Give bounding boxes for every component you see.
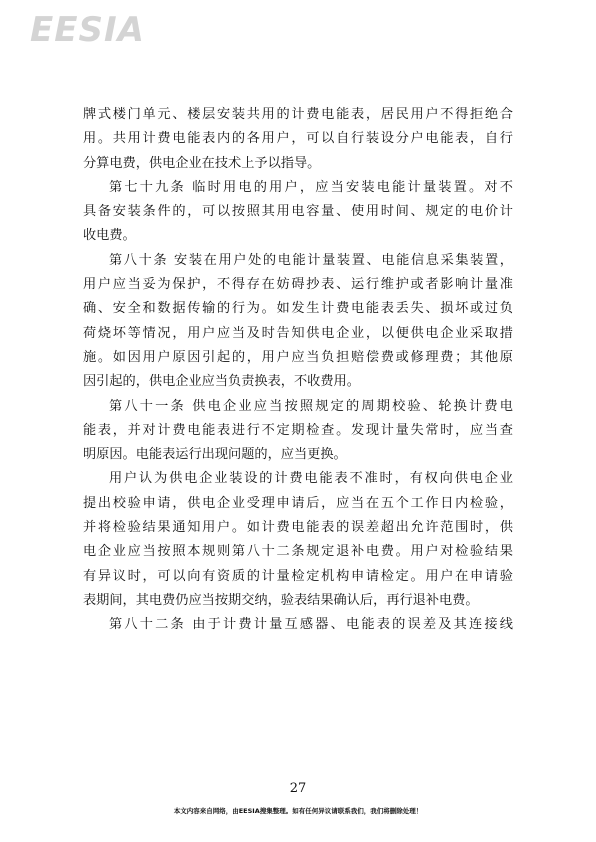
- body-line: 具备安装条件的，可以按照其用电容量、使用时间、规定的电价计: [83, 204, 513, 220]
- article-79-heading-line: 第七十九条 临时用电的用户，应当安装电能计量装置。对不: [109, 179, 513, 195]
- body-line: 有异议时，可以向有资质的计量检定机构申请检定。用户在申请验: [83, 568, 513, 584]
- footer-note: 本文内容来自网络，由EESIA搜集整理。如有任何异议请联系我们，我们将删除处理！: [173, 807, 423, 815]
- body-line: 收电费。: [83, 228, 136, 244]
- body-line: 用户认为供电企业装设的计费电能表不准时，有权向供电企业: [109, 471, 513, 487]
- body-line: 能表，并对计费电能表进行不定期检查。发现计量失常时，应当查: [83, 422, 513, 438]
- page-number: 27: [289, 781, 307, 796]
- document-body: [83, 103, 513, 638]
- body-line: 荷烧坏等情况，用户应当及时告知供电企业，以便供电企业采取措: [83, 325, 513, 341]
- body-line: 用。共用计费电能表内的各用户，可以自行装设分户电能表，自行: [83, 131, 513, 147]
- body-line: 因引起的，供电企业应当负责换表，不收费用。: [83, 374, 360, 390]
- article-81-heading-line: 第八十一条 供电企业应当按照规定的周期校验、轮换计费电: [109, 398, 513, 414]
- body-line: 施。如因用户原因引起的，用户应当负担赔偿费或修理费；其他原: [83, 349, 513, 365]
- body-line: 明原因。电能表运行出现问题的，应当更换。: [83, 447, 347, 463]
- body-line: 分算电费，供电企业在技术上予以指导。: [83, 155, 321, 171]
- body-line: 电企业应当按照本规则第八十二条规定退补电费。用户对检验结果: [83, 544, 513, 560]
- body-line: 用户应当妥为保护，不得存在妨碍抄表、运行维护或者影响计量准: [83, 277, 513, 293]
- eesia-logo: [30, 10, 145, 50]
- body-line: 确、安全和数据传输的行为。如发生计费电能表丢失、损坏或过负: [83, 301, 513, 317]
- logo-text: EESIA: [30, 10, 145, 50]
- body-line: 并将检验结果通知用户。如计费电能表的误差超出允许范围时，供: [83, 520, 513, 536]
- body-line: 提出校验申请，供电企业受理申请后，应当在五个工作日内检验，: [83, 495, 513, 511]
- article-80-heading-line: 第八十条 安装在用户处的电能计量装置、电能信息采集装置，: [109, 252, 513, 268]
- body-line: 牌式楼门单元、楼层安装共用的计费电能表，居民用户不得拒绝合: [83, 107, 513, 122]
- article-82-heading-line: 第八十二条 由于计费计量互感器、电能表的误差及其连接线: [109, 617, 513, 633]
- body-line: 表期间，其电费仍应当按期交纳，验表结果确认后，再行退补电费。: [83, 592, 479, 608]
